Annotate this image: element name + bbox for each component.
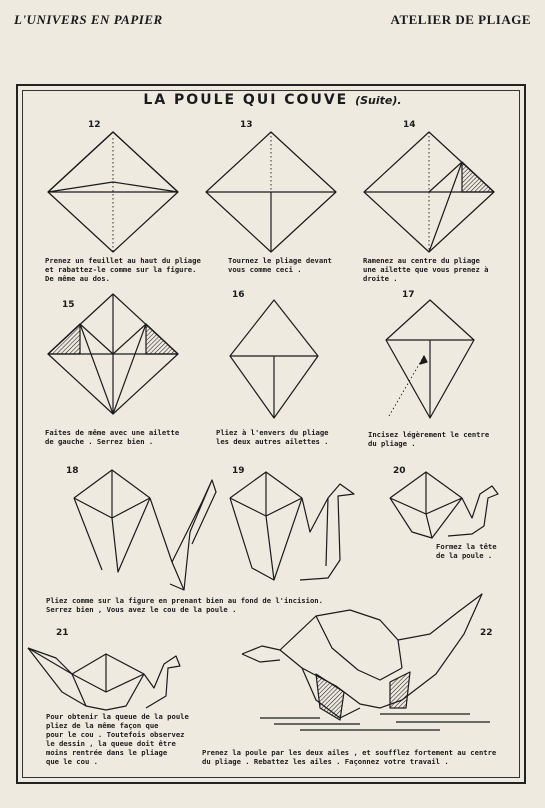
fold-diagram-step-17 (384, 298, 476, 422)
fold-diagram-step-20 (388, 468, 500, 540)
step-caption: Incisez légèrement le centre du pliage . (368, 430, 490, 448)
fold-diagram-step-14 (362, 130, 496, 258)
step-number: 14 (403, 120, 416, 130)
step-number: 12 (88, 120, 101, 130)
step-caption: Tournez le pliage devant vous comme ceci . (228, 256, 332, 274)
fold-diagram-step-16 (228, 298, 320, 422)
step-number: 15 (62, 300, 75, 310)
fold-diagram-step-15 (46, 292, 180, 420)
step-caption: Prenez la poule par les deux ailes , et soufflez fortement au centre du pliage . Rebattez les ailes . Façonnez votre travail . (202, 748, 497, 766)
step-caption: Pliez comme sur la figure en prenant bien au fond de l'incision. Serrez bien , Vous avez le cou de la poule . (46, 596, 323, 614)
step-caption: Formez la tête de la poule . (436, 542, 497, 560)
step-number: 20 (393, 466, 406, 476)
step-caption: Pour obtenir la queue de la poule pliez de la même façon que pour le cou . Toutefois observez le dessin , la queue doit être moins rentrée dans le pliage que le cou . (46, 712, 189, 766)
step-number: 17 (402, 290, 415, 300)
step-number: 21 (56, 628, 69, 638)
step-caption: Ramenez au centre du pliage une ailette que vous prenez à droite . (363, 256, 489, 283)
step-caption: Pliez à l'envers du pliage les deux autres ailettes . (216, 428, 329, 446)
step-number: 18 (66, 466, 79, 476)
fold-diagram-step-13 (204, 130, 338, 258)
step-number: 16 (232, 290, 245, 300)
fold-diagram-step-22 (240, 590, 520, 740)
step-caption: Faites de même avec une ailette de gauche . Serrez bien . (45, 428, 180, 446)
page-header (14, 9, 531, 31)
page-title: LA POULE QUI COUVE (Suite). (143, 92, 402, 108)
fold-diagram-step-18 (72, 462, 218, 592)
step-number: 19 (232, 466, 245, 476)
step-caption: Prenez un feuillet au haut du pliage et rabattez-le comme sur la figure. De même au dos. (45, 256, 201, 283)
fold-diagram-step-12 (46, 130, 180, 258)
magazine-title: L'UNIVERS EN PAPIER (14, 12, 163, 27)
step-number: 22 (480, 628, 493, 638)
fold-diagram-step-19 (228, 468, 360, 586)
title-suite: (Suite). (355, 94, 402, 107)
step-number: 13 (240, 120, 253, 130)
section-title: ATELIER DE PLIAGE (390, 12, 531, 27)
fold-diagram-step-21 (26, 634, 182, 712)
